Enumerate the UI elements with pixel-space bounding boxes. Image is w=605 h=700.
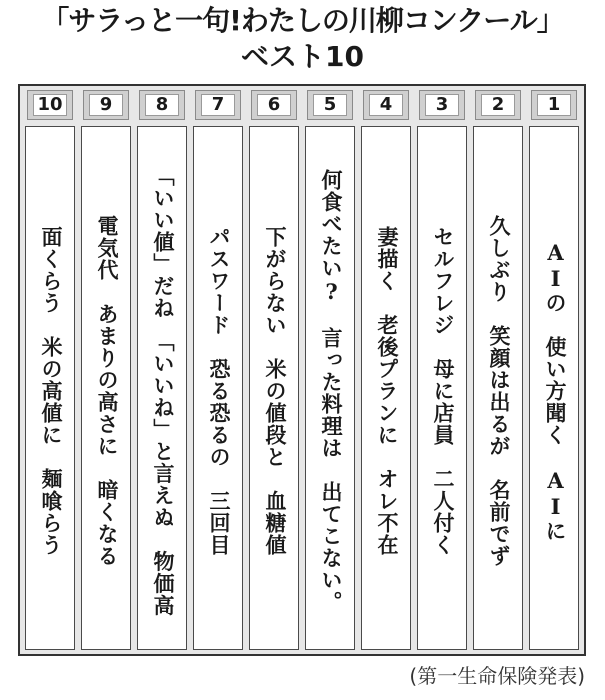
poem-panel — [473, 126, 523, 650]
entry-rank-2 — [472, 88, 524, 652]
entry-rank-1 — [528, 88, 580, 652]
poem-panel — [193, 126, 243, 650]
poem-text: 何食べたい? 言った料理は 出てこない。 — [319, 169, 344, 613]
poem-panel — [137, 126, 187, 650]
rank-number: 5 — [313, 94, 347, 116]
page-subtitle: ベスト10 — [241, 40, 364, 73]
poem-text: パスワード 恐る恐るの 三回目 — [207, 226, 232, 556]
rank-number: 7 — [201, 94, 235, 116]
rank-number: 10 — [33, 94, 67, 116]
rank-number: 1 — [537, 94, 571, 116]
poem-text: 久しぶり 笑顔は出るが 名前でず — [487, 215, 512, 567]
entry-rank-3 — [416, 88, 468, 652]
poem-text: AIの 使い方聞く AIに — [543, 240, 568, 542]
rank-badge — [83, 90, 129, 120]
poem-panel — [25, 126, 75, 650]
poem-text: 妻描く 老後プランに オレ不在 — [375, 226, 400, 556]
poem-panel — [249, 126, 299, 650]
entry-rank-7 — [192, 88, 244, 652]
rank-badge — [419, 90, 465, 120]
rank-number: 2 — [481, 94, 515, 116]
rank-badge — [195, 90, 241, 120]
poem-text: 「いい値」だね 「いいね」と言えぬ 物価高 — [151, 165, 176, 617]
entry-rank-8 — [136, 88, 188, 652]
rank-number: 8 — [145, 94, 179, 116]
source-note: (第一生命保険発表) — [409, 664, 585, 688]
rank-badge — [475, 90, 521, 120]
rank-badge — [251, 90, 297, 120]
poem-text: 電気代 あまりの高さに 暗くなる — [95, 215, 120, 567]
rank-badge — [531, 90, 577, 120]
page-title: 「サラっと一句!わたしの川柳コンクール」 — [41, 4, 564, 37]
poem-text: 面くらう 米の高値に 麺喰らう — [39, 226, 64, 556]
poem-text: 下がらない 米の値段と 血糖値 — [263, 226, 288, 556]
entry-rank-4 — [360, 88, 412, 652]
entry-rank-9 — [80, 88, 132, 652]
entry-rank-5 — [304, 88, 356, 652]
rank-badge — [363, 90, 409, 120]
ranking-columns — [18, 84, 586, 656]
entry-rank-6 — [248, 88, 300, 652]
rank-number: 3 — [425, 94, 459, 116]
entry-rank-10 — [24, 88, 76, 652]
poem-panel — [81, 126, 131, 650]
rank-badge — [27, 90, 73, 120]
poem-panel — [361, 126, 411, 650]
rank-number: 4 — [369, 94, 403, 116]
rank-number: 6 — [257, 94, 291, 116]
rank-number: 9 — [89, 94, 123, 116]
poem-panel — [417, 126, 467, 650]
poem-text: セルフレジ 母に店員 二人付く — [431, 226, 456, 556]
rank-badge — [139, 90, 185, 120]
rank-badge — [307, 90, 353, 120]
poem-panel — [529, 126, 579, 650]
poem-panel — [305, 126, 355, 650]
